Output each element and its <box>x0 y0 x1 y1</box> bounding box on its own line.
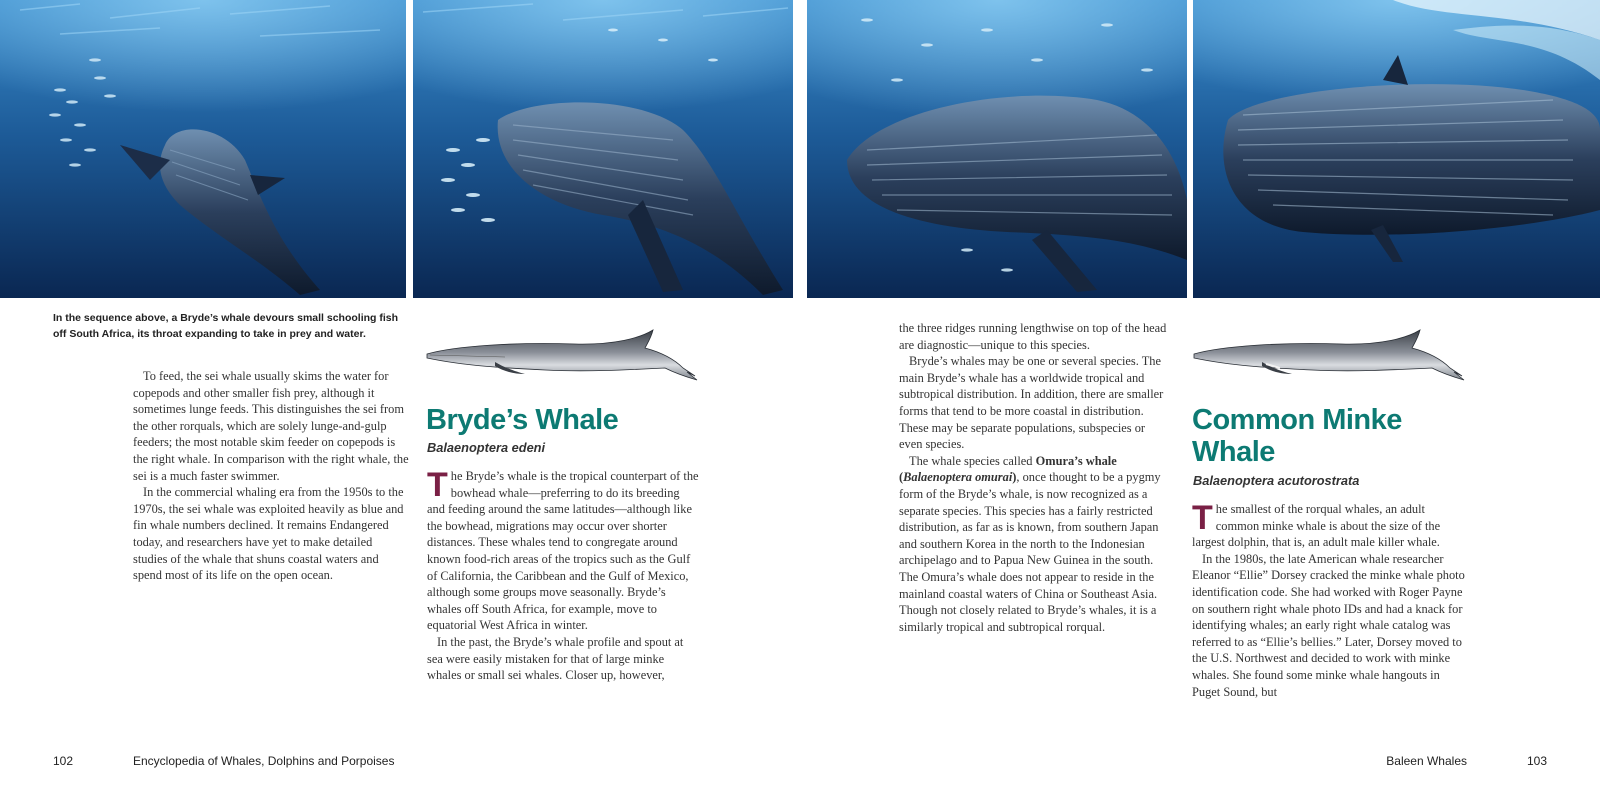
whale-photo-icon <box>807 0 1187 298</box>
sei-whale-text-column <box>133 368 409 584</box>
common-minke-whale-illustration-icon <box>1192 324 1468 388</box>
omura-sci-open: ( <box>899 470 904 485</box>
brydes-species-paragraph: Bryde’s whales may be one or several species. The main Bryde’s whale has a worldwide tropical and subtropical distribution. In addition, there are smaller forms that tend to be more coastal in distribution. These may be separate populations, subspecies or even species. <box>899 354 1164 452</box>
brydes-continued-text-column <box>899 320 1171 635</box>
left-page-number: 102 <box>53 754 74 768</box>
minke-intro-text: he smallest of the rorqual whales, an adult common minke whale is about the size of the largest dolphin, that is, an adult male killer whale. <box>1192 502 1441 550</box>
minke-dropcap: T <box>1192 499 1213 537</box>
brydes-intro-paragraph <box>427 468 699 634</box>
minke-dorsey-paragraph: In the 1980s, the late American whale researcher Eleanor “Ellie” Dorsey cracked the minke whale photo identification code. She had worked with Roger Payne on southern right whale photo IDs and had a knack for identifying whales; an early right whale catalog was referred to as “Ellie’s bellies.” Later, Dorsey moved to the U.S. Northwest and decided to work with minke whales. She found some minke whale hangouts in Puget Sound, but <box>1192 551 1465 699</box>
photo-caption: In the sequence above, a Bryde’s whale devours small schooling fish off South Africa, its throat expanding to take in prey and water. <box>53 312 399 340</box>
sei-whaling-paragraph: In the commercial whaling era from the 1950s to the 1970s, the sei whale was exploited heavily as blue and fin whale numbers declined. It remains Endangered today, and researchers have yet to make detailed studies of the whale that shuns coastal waters and spend most of its life on the open ocean. <box>133 485 404 583</box>
photo-sei-whale-lunge-1 <box>0 0 406 298</box>
brydes-intro-text: he Bryde’s whale is the tropical counterpart of the bowhead whale—preferring to do its breeding and feeding around the same latitudes—although like the bowhead, migrations may occur over shorter distances. These whales tend to congregate around known food-rich areas of the tropics such as the Gulf of California, the Caribbean and the Gulf of Mexico, although some groups move seasonally. Bryde’s whales off South Africa, for example, move to equatorial West Africa in winter. <box>427 469 699 633</box>
brydes-whale-title: Bryde’s Whale <box>426 404 619 436</box>
left-running-head: Encyclopedia of Whales, Dolphins and Porpoises <box>133 754 395 768</box>
right-running-head: Baleen Whales <box>1386 754 1467 768</box>
photo-sei-whale-lunge-2 <box>413 0 793 298</box>
photo-sei-whale-lunge-4 <box>1193 0 1600 298</box>
omura-common-name: Omura’s whale <box>1035 453 1117 468</box>
brydes-whale-text-column <box>427 468 699 684</box>
right-page-number: 103 <box>1526 754 1547 768</box>
omura-sci-close: ) <box>1012 470 1017 485</box>
whale-photo-icon <box>1193 0 1600 298</box>
omura-rest-text: , once thought to be a pygmy form of the Bryde’s whale, is now recognized as a separate species. This species has a fairly restricted distribution, as far as is known, from southern Japan and southern Korea in the north to the Indonesian archipelago and to Papua New Guinea in the south. The Omura’s whale does not appear to reside in the mainland coastal waters of China or Southeast Asia. Though not closely related to Bryde’s whales, it is a similarly tropical and subtropical rorqual. <box>899 470 1161 634</box>
omura-scientific-name: Balaenoptera omurai <box>903 470 1013 485</box>
photo-sei-whale-lunge-3 <box>807 0 1187 298</box>
brydes-whale-illustration-icon <box>425 324 701 388</box>
omuras-whale-paragraph <box>899 453 1171 636</box>
common-minke-whale-title: Common Minke Whale <box>1192 404 1402 468</box>
brydes-whale-scientific-name: Balaenoptera edeni <box>427 440 546 455</box>
minke-intro-paragraph <box>1192 501 1468 551</box>
whale-photo-icon <box>413 0 793 298</box>
sei-feeding-paragraph: To feed, the sei whale usually skims the water for copepods and other smaller fish prey, although it sometimes lunge feeds. This distinguishes the sei from the other rorquals, which are solely lunge-and-gulp feeders; the most notable skim feeder on copepods is the right whale. In comparison with the right whale, the sei is a much faster swimmer. <box>133 369 409 483</box>
whale-photo-icon <box>0 0 406 298</box>
brydes-profile-paragraph: In the past, the Bryde’s whale profile and spout at sea were easily mistaken for that of large minke whales or small sei whales. Closer up, however, <box>427 634 684 683</box>
brydes-dropcap: T <box>427 466 448 504</box>
common-minke-whale-text-column <box>1192 501 1468 700</box>
common-minke-whale-scientific-name: Balaenoptera acutorostrata <box>1193 473 1360 488</box>
omura-lead-text: The whale species called <box>909 453 1033 468</box>
brydes-ridges-paragraph: the three ridges running lengthwise on top of the head are diagnostic—unique to this species. <box>899 321 1167 352</box>
